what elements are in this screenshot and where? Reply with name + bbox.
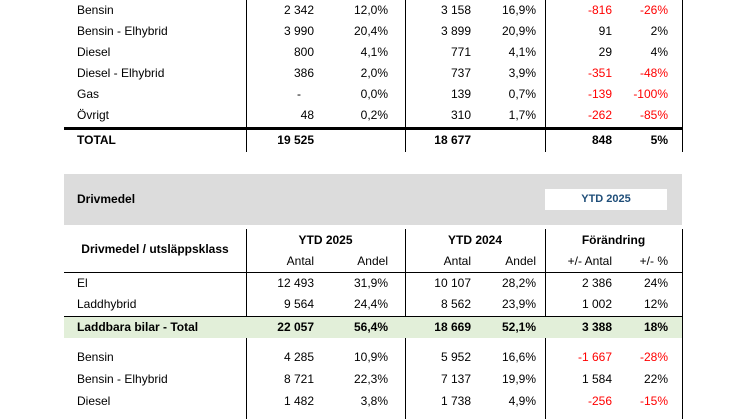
count-2024: 7 137 [440, 372, 471, 386]
subtotal-count-2024: 18 669 [434, 320, 471, 334]
share-2024: 20,9% [501, 24, 536, 38]
count-2025: 386 [293, 66, 314, 80]
table-row [0, 294, 746, 315]
subheader-share-2024: Andel [505, 254, 536, 268]
subtotal-share-2025: 56,4% [353, 320, 388, 334]
share-2025: 10,9% [353, 350, 388, 364]
count-2024: 310 [450, 108, 471, 122]
count-2024: 737 [450, 66, 471, 80]
table-row [0, 105, 746, 126]
row-label: Diesel - Elhybrid [77, 66, 165, 80]
diff-pct: 22% [643, 372, 668, 386]
share-2024: 28,2% [501, 276, 536, 290]
count-2025: 3 990 [283, 24, 314, 38]
row-label: Bensin [77, 3, 114, 17]
diff-count: 29 [598, 45, 612, 59]
share-2025: 22,3% [353, 372, 388, 386]
row-label: Laddhybrid [77, 297, 137, 311]
count-2024: 139 [450, 87, 471, 101]
row-label: Bensin - Elhybrid [77, 24, 168, 38]
share-2025: 2,0% [360, 66, 388, 80]
subheader-share-2025: Andel [357, 254, 388, 268]
subheader-diff-count: +/- Antal [567, 254, 612, 268]
subtotal-share-2024: 52,1% [501, 320, 536, 334]
row-label: Bensin [77, 350, 114, 364]
subtotal-row [0, 317, 746, 338]
share-2025: 12,0% [353, 3, 388, 17]
subtotal-label: Laddbara bilar - Total [77, 320, 199, 334]
diff-pct: 24% [643, 276, 668, 290]
table-row [0, 273, 746, 294]
diff-count: -139 [587, 87, 612, 101]
diff-count: -256 [587, 394, 612, 408]
header-label: Drivmedel / utsläppsklass [81, 242, 229, 256]
diff-count: -1 667 [577, 350, 612, 364]
table-row [0, 84, 746, 105]
count-2024: 3 158 [440, 3, 471, 17]
table-row [0, 0, 746, 21]
diff-count: 1 584 [581, 372, 612, 386]
share-2024: 0,7% [508, 87, 536, 101]
count-2025: 9 564 [283, 297, 314, 311]
diff-pct: -26% [639, 3, 668, 17]
row-label: Diesel [77, 45, 111, 59]
count-2025: 2 342 [283, 3, 314, 17]
count-2025: 4 285 [283, 350, 314, 364]
count-2025: - [297, 87, 301, 101]
row-label: Övrigt [77, 108, 110, 122]
table-row [0, 391, 746, 412]
count-2024: 8 562 [440, 297, 471, 311]
diff-count: 2 386 [581, 276, 612, 290]
diff-pct: -85% [639, 108, 668, 122]
total-diff-pct: 5% [650, 133, 668, 147]
share-2025: 31,9% [353, 276, 388, 290]
share-2025: 20,4% [353, 24, 388, 38]
count-2025: 8 721 [283, 372, 314, 386]
group-ytd-2024: YTD 2024 [447, 233, 503, 247]
group-change: Förändring [581, 233, 646, 247]
count-2025: 800 [293, 45, 314, 59]
subheader-count-2025: Antal [286, 254, 314, 268]
share-2025: 3,8% [360, 394, 388, 408]
diff-pct: -100% [633, 87, 668, 101]
subtotal-diff-count: 3 388 [581, 320, 612, 334]
diff-pct: -15% [639, 394, 668, 408]
subheader-diff-pct: +/- % [639, 254, 668, 268]
share-2025: 0,0% [360, 87, 388, 101]
share-2024: 4,1% [508, 45, 536, 59]
diff-count: 1 002 [581, 297, 612, 311]
diff-pct: 2% [650, 24, 668, 38]
count-2025: 48 [300, 108, 314, 122]
total-row [0, 130, 746, 151]
count-2024: 5 952 [440, 350, 471, 364]
share-2024: 4,9% [508, 394, 536, 408]
count-2024: 771 [450, 45, 471, 59]
total-2024: 18 677 [434, 133, 471, 147]
count-2024: 3 899 [440, 24, 471, 38]
diff-count: 91 [598, 24, 612, 38]
share-2024: 1,7% [508, 108, 536, 122]
section-header [64, 174, 682, 225]
share-2024: 23,9% [501, 297, 536, 311]
diff-pct: -28% [639, 350, 668, 364]
share-2024: 16,9% [501, 3, 536, 17]
share-2025: 0,2% [360, 108, 388, 122]
row-label: Gas [77, 87, 100, 101]
row-label: El [77, 276, 88, 290]
diff-count: -351 [587, 66, 612, 80]
group-ytd-2025: YTD 2025 [298, 233, 353, 247]
share-2024: 3,9% [508, 66, 536, 80]
count-2025: 1 482 [283, 394, 314, 408]
diff-pct: 4% [650, 45, 668, 59]
diff-pct: 12% [643, 297, 668, 311]
table-row [0, 42, 746, 63]
subtotal-count-2025: 22 057 [277, 320, 314, 334]
share-2025: 4,1% [360, 45, 388, 59]
total-label: TOTAL [77, 133, 116, 147]
table-row [0, 347, 746, 368]
total-2025: 19 525 [277, 133, 314, 147]
subheader-count-2024: Antal [443, 254, 471, 268]
table-row [0, 63, 746, 84]
period-badge: YTD 2025 [545, 189, 667, 210]
diff-count: -816 [587, 3, 612, 17]
share-2024: 16,6% [501, 350, 536, 364]
total-diff-count: 848 [591, 133, 612, 147]
subtotal-diff-pct: 18% [643, 320, 668, 334]
row-label: Diesel [77, 394, 111, 408]
diff-pct: -48% [639, 66, 668, 80]
count-2025: 12 493 [277, 276, 314, 290]
share-2025: 24,4% [353, 297, 388, 311]
section-title: Drivmedel [77, 192, 136, 206]
table-row [0, 21, 746, 42]
table-row [0, 369, 746, 390]
diff-count: -262 [587, 108, 612, 122]
count-2024: 1 738 [440, 394, 471, 408]
row-label: Bensin - Elhybrid [77, 372, 168, 386]
count-2024: 10 107 [434, 276, 471, 290]
share-2024: 19,9% [501, 372, 536, 386]
